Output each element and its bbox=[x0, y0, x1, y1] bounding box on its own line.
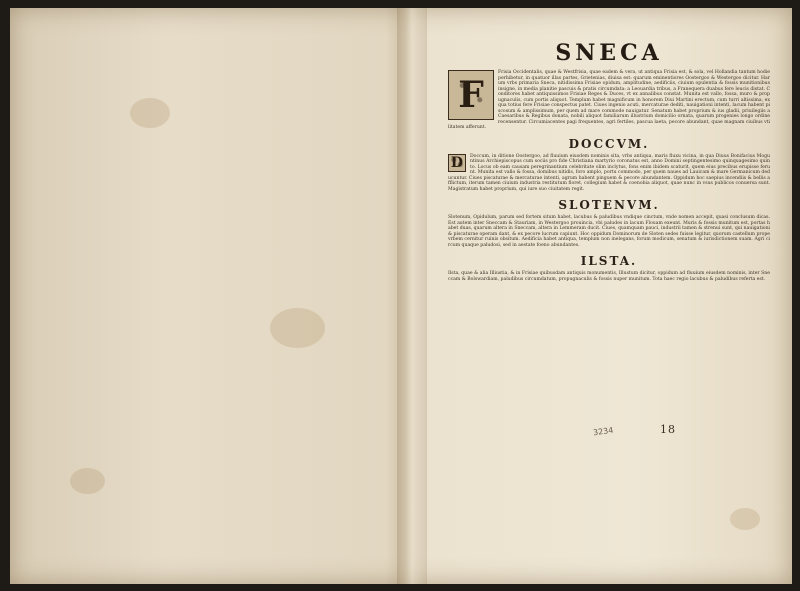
decorated-initial bbox=[448, 154, 466, 172]
section-text: Frisia Occidentalis, quae & Westfrisia, quae eadem & vera, ut antiqua Frisia est, & sola, vel Hollandia tantum hodie perhibetur, in quatuor illas partes, Grietenias, diuisa est: quarum eminentiores Oostergoo & Westergoo dicitur. Harum vrbs primaria Sneca, nitidissima Frisiae opidum, amplitudine, aedificiis, ciuium opulentia & fossis munitionibus insigne, in media planitie pascuis & pratis circumdata: a Leouardia tribus, a Franequera duabus fere leucis distat. Conditores habet antiquissimos Frisiae Reges & Duces, vt ex annalibus constat. Munita est vallo, fossa, muro & propugnaculis, cum portis aliquot. Templum habet magnificum in honorem Diui Martini erectum, cum turri altissima, ex qua totius fere Frisiae conspectus patet. Ciues ingenio acuti, mercaturae dediti, nauigationi intenti, lacum habent piscosum & amplissimum, per quem ad mare commode nauigatur. Senatum habet proprium & ius gladii, priuilegiis a Caesaribus & Regibus donata, nobili aliquot familiarum illustrium domicilio ornata, quarum progenies longo ordine recensentur. Circumiacentes pagi frequentes, agri fertiles, pascua laeta, pecore abundant, quae magnam ciuibus vtilitatem afferunt. bbox=[448, 70, 770, 130]
foxing-stain bbox=[130, 98, 170, 128]
section-title: SLOTENVM. bbox=[558, 198, 660, 212]
section-text: Ilsta, quae & alia Illiustia, & in Frisiae quibusdam antiquis monumentis, Illustum dicitur, oppidum ad fluuium eiusdem nominis, inter Sneccam & Bolswardiam, paludibus circumdatum, propugnaculis & fossis nuper munitum. Tota haec regio lacubus & paludibus referta est. bbox=[448, 271, 770, 282]
section-sneca bbox=[448, 40, 770, 131]
section-doccum bbox=[448, 137, 770, 193]
foxing-stain bbox=[70, 468, 105, 494]
center-fold bbox=[397, 8, 427, 584]
section-ilsta bbox=[448, 254, 770, 282]
text-column bbox=[448, 40, 770, 282]
foxing-stain bbox=[730, 508, 760, 530]
section-title: SNECA bbox=[555, 40, 663, 66]
decorated-initial bbox=[448, 70, 494, 120]
page-number: 18 bbox=[660, 423, 676, 436]
section-text: Slotenum, Opidulum, parum sed fortem situm habet, lacubus & paludibus vndique cinctum, vnde nomen accepit, quasi conclusum dicas. Est autem inter Sneccam & Stauriam, in Westergoo prouincia, vbi paludes in lacum Flouam exeunt. Muris & fossis munitum est, portas habet duas, quarum altera in Sneccam, altera in Lemmeram ducit. Ciues, quamquam pauci, industrii tamen & strenui sunt, qui nauigationi & piscaturae operam dant, & ex pecore lucrum capiunt. Hoc oppidum Dominorum de Sloten sedes fuisse legitur, quorum castellum prope vrbem cernitur ruinis obsitum. Aedificia habet antiqua, templum non inelegans, forum modicum, senatum & iurisdictionem suam. Agri circum quaque paludosi, sed in aestate foeno abundantes. bbox=[448, 215, 771, 248]
section-slotenum bbox=[448, 198, 770, 248]
initial-letter: F bbox=[458, 74, 484, 116]
pencil-note: 3234 bbox=[592, 425, 614, 438]
section-title: ILSTA. bbox=[580, 254, 638, 268]
foxing-stain bbox=[270, 308, 325, 348]
section-title: DOCCVM. bbox=[568, 136, 650, 151]
initial-letter: D bbox=[450, 154, 464, 171]
section-text: Doccum, in ditione Oostergoo, ad fluuium eiusdem nominis sita, vrbs antiqua, maris fluxu vicina, in qua Diuus Bonifacius Moguntinus Archiepiscopus cum sociis pro fide Christiana martyrio coronatus est, anno Domini septingentesimo quinquagesimo quinto. Locus ob eam causam peregrinantium celebritate olim inclytus, fons enim ibidem scaturit, quem eius precibus erupisse ferunt. Munita est vallo & fossa, domibus nitidis, foro amplo, portu commodo, per quem naues ad Lauicam & mare Germanicum deducuntur. Ciues piscaturae & mercaturae intenti, agrum habent pinguem & pecore abundantem. Oppidum hoc saepius incendiis & bellis afflictum, iterum tamen ciuium industria restitutum floret, collegium habet & coenobia aliquot, quae nunc in vsus publicos conuersa sunt. Magistratum habet proprium, qui iure suo ciuitatem regit. bbox=[448, 153, 770, 192]
